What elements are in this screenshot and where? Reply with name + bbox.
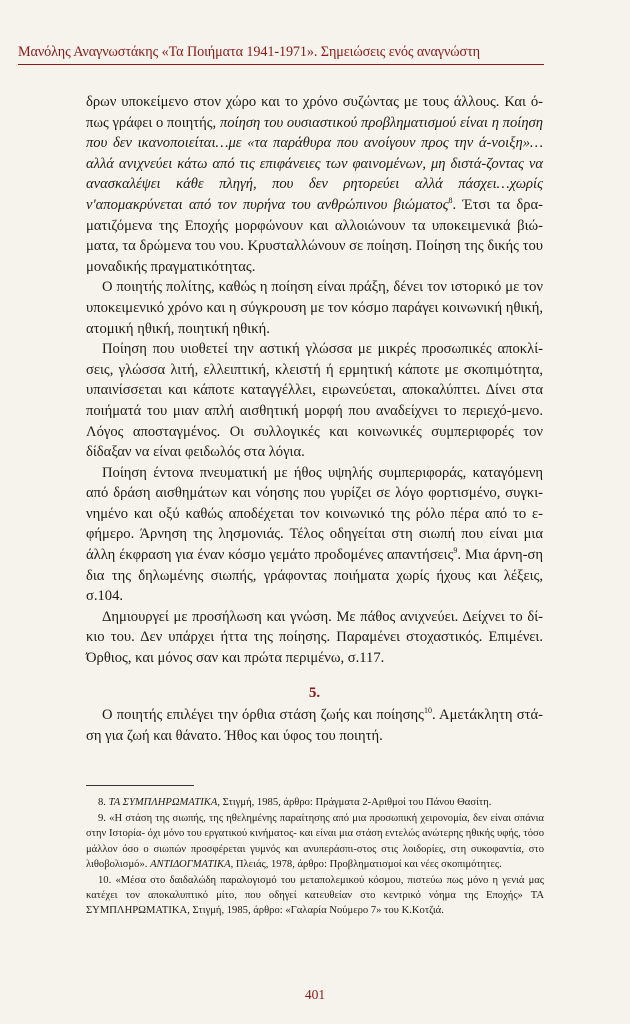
paragraph-4 (86, 463, 543, 607)
footnote-text: , Πλειάς, 1978, άρθρο: Προβληματισμοί και νέες σκοπιμότητες. (230, 858, 502, 870)
paragraph-text: . Έτσι τα δρα-ματιζόμενα της Εποχής μορφώνουν και αλλοιώνουν τα υποκειμενικά βιώ-ματα, τα δρώμενα του νου. Κρυσταλλώνουν σε ποίηση. Ποίηση της δικής του μοναδικής πραγματικότητας. (86, 196, 543, 275)
paragraph-text: Ποίηση έντονα πνευματική με ήθος υψηλής συμπεριφοράς, καταγόμενη από δράση αισθημάτων και νόησης που γυρίζει σε λόγο φορτισμένο, συγκι-νημένο και οξύ καθώς αποδέχεται τον κοινωνικό της ρόλο πέρα από το ε-φήμερο. Άρνηση της λησμονιάς. Τέλος οδηγείται στη σιωπή που είναι μια άλλη έκφραση για έναν κόσμο γεμάτο προδομένες απαντήσεις (86, 464, 543, 564)
paragraph-2: Ο ποιητής πολίτης, καθώς η ποίηση είναι πράξη, δένει τον ιστορικό με τον υποκειμενικό χρόνο και η σύγκρουση με τον κόσμο παράγει κοινωνική ηθική, ατομική ηθική, ποιητική ηθική. (86, 279, 543, 337)
footnote-9 (86, 811, 544, 872)
paragraph-text: Ο ποιητής επιλέγει την όρθια στάση ζωής και ποίησης (102, 707, 424, 724)
footnote-ref[interactable]: 9 (453, 546, 458, 556)
footnote-title: ΑΝΤΙΔΟΓΜΑΤΙΚΑ (150, 858, 231, 870)
footnote-number: 9. (98, 813, 106, 825)
section-paragraph (86, 705, 543, 746)
footnote-10 (86, 873, 544, 919)
paragraph-text: . Μια άρνη-ση δια της δηλωμένης σιωπής, γράφοντας ποιήματα χωρίς ήχους και λέξεις, σ.104. (86, 547, 544, 605)
footnote-rule (86, 785, 194, 786)
footnote-text: , Στιγμή, 1985, άρθρο: Πράγματα 2-Αριθμοί του Πάνου Θασίτη. (217, 797, 492, 808)
main-text (86, 92, 543, 746)
footnote-8 (86, 795, 544, 810)
footnote-text: «Μέσα στο δαιδαλώδη παραλογισμό του μεταπολεμικού κόσμου, πιστεύω πως μόνο η γενιά μας κατέχει τον αποκαλυπτικό μίτο, που οδηγεί κατευθείαν στο κεντρικό νόημα της Εποχής» ΤΑ ΣΥΜΠΛΗΡΩΜΑΤΙΚΑ, Στιγμή, 1985, άρθρο: «Γαλαρία Νούμερο 7» του Κ.Κοτζιά. (86, 875, 545, 917)
page-number: 401 (304, 987, 326, 1002)
paragraph-1 (86, 92, 543, 277)
footnote-number: 10. (98, 875, 112, 887)
footnote-title: ΤΑ ΣΥΜΠΛΗΡΩΜΑΤΙΚΑ (108, 797, 218, 808)
paragraph-5: Δημιουργεί με προσήλωση και γνώση. Με πάθος ανιχνεύει. Δείχνει το δί-κιο του. Δεν υπάρχει ήττα της ποίησης. Παραμένει στοχαστικός. Επιμένει. Όρθιος, και μόνος σαν και πρώτα περιμένω, σ.117. (86, 608, 543, 667)
footnote-ref[interactable]: 8 (448, 196, 453, 206)
section-number: 5. (308, 684, 321, 701)
header-rule (18, 64, 544, 65)
paragraph-text: δρων υποκείμενο στον χώρο και το χρόνο συζώντας με τους άλλους. Και ό-πως γράφει ο ποιητής, (86, 94, 543, 131)
paragraph-3: Ποίηση που υιοθετεί την αστική γλώσσα με μικρές προσωπικές αποκλί-σεις, γλώσσα λιτή, ελλειπτική, κλειστή ή ερμητική κάποτε με σκοπιμότητα, υπαινίσσεται και κάποτε καταγγέλλει, ειρωνεύεται, αποκαλύπτει. Δίνει στα ποιήματά του μιαν απλή αισθητική μορφή που αναδείχνει το περιεχό-μενο. Λόγος αποσταγμένος. Οι συλλογικές και κοινωνικές συμπεριφορές τον δίδαξαν να είναι φειδωλός στα λόγια. (86, 341, 543, 461)
footnote-number: 8. (98, 797, 106, 808)
paragraph-text: . Αμετάκλητη στά-ση για ζωή και θάνατο. Ήθος και ύφος του ποιητή. (86, 707, 543, 744)
footnote-text: «Η στάση της σιωπής, της ηθελημένης παραίτησης από μια προσωπική χειρονομία, δεν είναι σπάνια στην Ιστορία- όχι μόνο του εργατικού κινήματος- και είναι μια στάση εντελώς ανώτερης ηθικής υφής, τόσο μάλλον όσο ο σιωπών προσφέρεται γυμνός και ανυπεράσπι-στος στις λοιδορίες, στη συκοφαντία, στο λιθοβολισμό». (86, 813, 544, 870)
quotation: ποίηση του ουσιαστικού προβληματισμού είναι η ποίηση που δεν ικανοποιείται…με «τα παράθυρα που ανοίγουν προς την ά-νοιξη»…αλλά ανιχνεύει κάτω από τις επιφάνειες των φαινομένων, μη διστά-ζοντας να ανασκαλέψει κάθε πληγή, που δεν ρητορεύει αλλά πάσχει…χωρίς ν'απομακρύνεται από τον πυρήνα του ανθρώπινου βιώματος (86, 114, 543, 213)
footnote-ref[interactable]: 10 (423, 706, 432, 716)
running-head: Μανόλης Αναγνωστάκης «Τα Ποιήματα 1941-1971». Σημειώσεις ενός αναγνώστη (18, 44, 480, 60)
footnotes (86, 795, 544, 920)
